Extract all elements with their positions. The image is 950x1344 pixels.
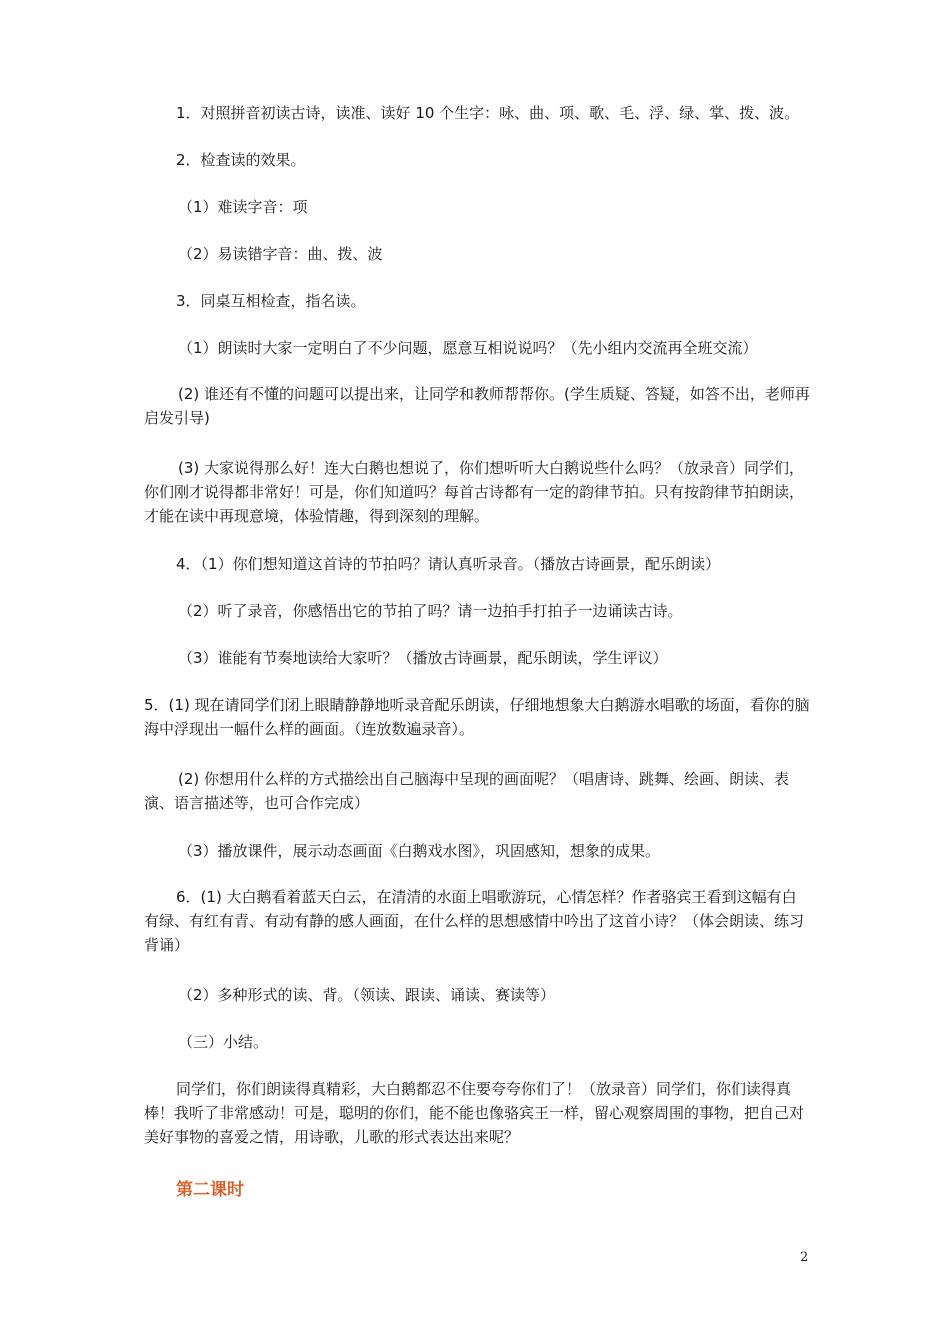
item-5-1: 5．(1) 现在请同学们闭上眼睛静静地听录音配乐朗读，仔细地想象大白鹅游水唱歌的场面，看你的脑海中浮现出一幅什么样的画面。（连放数遍录音）。: [144, 696, 810, 738]
item-6-2: （2）多种形式的读、背。（领读、跟读、诵读、赛读等）: [178, 986, 556, 1004]
summary-paragraph: 同学们，你们朗读得真精彩，大白鹅都忍不住要夸夸你们了！（放录音）同学们，你们读得真棒！我听了非常感动！可是，聪明的你们，能不能也像骆宾王一样，留心观察周围的事物，把自己对美好事物的喜爱之情，用诗歌，儿歌的形式表达出来呢？: [144, 1080, 805, 1146]
item-6-1: 6．(1) 大白鹅看着蓝天白云，在清清的水面上唱歌游玩，心情怎样？作者骆宾王看到这幅有白有绿、有红有青、有动有静的感人画面，在什么样的思想感情中吟出了这首小诗？（体会朗读、练习背诵）: [144, 888, 805, 954]
item-4-1: 4．（1）你们想知道这首诗的节拍吗？请认真听录音。（播放古诗画景，配乐朗读）: [176, 555, 721, 573]
item-3-2: (2) 谁还有不懂的问题可以提出来，让同学和教师帮帮你。(学生质疑、答疑，如答不出，老师再启发引导): [144, 385, 810, 427]
item-3: 3．同桌互相检查，指名读。: [176, 292, 366, 310]
item-2: 2．检查读的效果。: [176, 151, 306, 169]
item-1: 1．对照拼音初读古诗，读准、读好 10 个生字：咏、曲、项、歌、毛、浮、绿、掌、拨、波。: [176, 104, 800, 122]
section-heading: 第二课时: [176, 1180, 244, 1200]
page-number: 2: [800, 1250, 809, 1265]
item-5-3: （3）播放课件，展示动态画面《白鹅戏水图》，巩固感知，想象的成果。: [178, 842, 661, 860]
item-4-2: （2）听了录音，你感悟出它的节拍了吗？请一边拍手打拍子一边诵读古诗。: [178, 602, 683, 620]
item-2-2: （2）易读错字音：曲、拨、波: [178, 245, 383, 263]
item-3-1: （1）朗读时大家一定明白了不少问题，愿意互相说说吗？（先小组内交流再全班交流）: [178, 339, 758, 357]
summary-heading: （三）小结。: [178, 1033, 269, 1051]
item-4-3: （3）谁能有节奏地读给大家听？（播放古诗画景，配乐朗读，学生评议）: [178, 649, 668, 667]
item-3-3: (3) 大家说得那么好！连大白鹅也想说了，你们想听听大白鹅说些什么吗？（放录音）同学们，你们刚才说得都非常好！可是，你们知道吗？每首古诗都有一定的韵律节拍。只有按韵律节拍朗读，才能在读中再现意境，体验情趣，得到深刻的理解。: [144, 459, 805, 525]
item-2-1: （1）难读字音：项: [178, 198, 308, 216]
item-5-2: (2) 你想用什么样的方式描绘出自己脑海中呈现的画面呢？（唱唐诗、跳舞、绘画、朗读、表演、语言描述等，也可合作完成）: [144, 770, 790, 812]
